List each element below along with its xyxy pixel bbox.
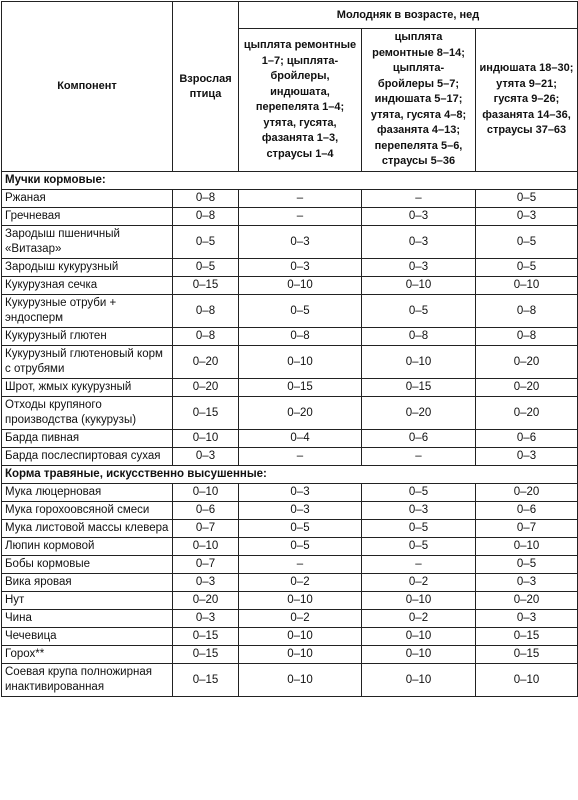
value-cell-adult: 0–20 [173,379,239,397]
table-row [2,346,578,379]
value-cell-adult: 0–15 [173,628,239,646]
value-cell-c2: 0–10 [362,646,476,664]
value-cell-c2: 0–15 [362,379,476,397]
component-name: Чечевица [2,628,173,646]
component-name: Гречневая [2,208,173,226]
value-cell-c2: 0–2 [362,574,476,592]
table-row [2,610,578,628]
value-cell-c2: 0–10 [362,664,476,697]
value-cell-adult: 0–8 [173,208,239,226]
table-row [2,520,578,538]
header-young-group: Молодняк в возрасте, нед [239,2,578,29]
component-name: Шрот, жмых кукурузный [2,379,173,397]
value-cell-adult: 0–10 [173,538,239,556]
table-row [2,190,578,208]
value-cell-c3: 0–7 [476,520,578,538]
component-name: Мука листовой массы клевера [2,520,173,538]
value-cell-adult: 0–6 [173,502,239,520]
value-cell-c1: 0–3 [239,259,362,277]
value-cell-c1: 0–3 [239,226,362,259]
table-row [2,664,578,697]
value-cell-c3: 0–3 [476,208,578,226]
value-cell-c3: 0–3 [476,610,578,628]
component-name: Кукурузный глютеновый корм с отрубями [2,346,173,379]
value-cell-c3: 0–3 [476,574,578,592]
component-name: Нут [2,592,173,610]
value-cell-c3: 0–8 [476,295,578,328]
value-cell-c3: 0–6 [476,502,578,520]
value-cell-c3: 0–20 [476,346,578,379]
value-cell-adult: 0–10 [173,430,239,448]
section-title: Мучки кормовые: [2,172,578,190]
value-cell-c3: 0–3 [476,448,578,466]
value-cell-c1: – [239,208,362,226]
value-cell-c2: 0–3 [362,502,476,520]
value-cell-c2: 0–3 [362,208,476,226]
table-row [2,277,578,295]
component-name: Кукурузные отруби + эндосперм [2,295,173,328]
table-row [2,646,578,664]
value-cell-c1: 0–10 [239,646,362,664]
value-cell-c1: 0–10 [239,628,362,646]
value-cell-c2: – [362,448,476,466]
component-name: Барда пивная [2,430,173,448]
value-cell-c2: 0–10 [362,277,476,295]
table-row [2,574,578,592]
value-cell-adult: 0–3 [173,610,239,628]
value-cell-c1: 0–10 [239,277,362,295]
value-cell-c2: 0–2 [362,610,476,628]
value-cell-c2: 0–5 [362,484,476,502]
value-cell-c3: 0–20 [476,592,578,610]
table-row [2,592,578,610]
value-cell-c3: 0–20 [476,484,578,502]
value-cell-adult: 0–8 [173,295,239,328]
value-cell-c3: 0–20 [476,379,578,397]
value-cell-c1: 0–3 [239,484,362,502]
value-cell-c3: 0–15 [476,628,578,646]
component-name: Соевая крупа полножирная инактивированная [2,664,173,697]
value-cell-c1: 0–15 [239,379,362,397]
section-row [2,172,578,190]
component-name: Мука люцерновая [2,484,173,502]
value-cell-c2: 0–10 [362,592,476,610]
value-cell-c1: 0–2 [239,610,362,628]
table-row [2,328,578,346]
value-cell-adult: 0–15 [173,646,239,664]
component-name: Зародыш пшеничный «Витазар» [2,226,173,259]
value-cell-c3: 0–6 [476,430,578,448]
value-cell-adult: 0–15 [173,397,239,430]
table-row [2,628,578,646]
value-cell-adult: 0–20 [173,592,239,610]
value-cell-c2: – [362,190,476,208]
value-cell-c2: – [362,556,476,574]
value-cell-c1: 0–3 [239,502,362,520]
value-cell-adult: 0–5 [173,226,239,259]
value-cell-c1: – [239,448,362,466]
value-cell-c3: 0–15 [476,646,578,664]
header-age-group-1: цыплята ремонтные 1–7; цыплята-бройлеры, индюшата, перепелята 1–4; утята, гусята, фазанята 1–3, страусы 1–4 [239,29,362,172]
component-name: Ржаная [2,190,173,208]
table-row [2,208,578,226]
component-name: Бобы кормовые [2,556,173,574]
value-cell-c1: 0–5 [239,520,362,538]
value-cell-adult: 0–20 [173,346,239,379]
component-name: Люпин кормовой [2,538,173,556]
value-cell-c1: – [239,190,362,208]
table-row [2,556,578,574]
value-cell-c1: 0–10 [239,592,362,610]
value-cell-c2: 0–5 [362,538,476,556]
table-row [2,448,578,466]
value-cell-c1: 0–8 [239,328,362,346]
value-cell-c2: 0–10 [362,628,476,646]
value-cell-c1: 0–10 [239,346,362,379]
component-name: Горох** [2,646,173,664]
value-cell-c1: 0–5 [239,295,362,328]
value-cell-c2: 0–8 [362,328,476,346]
value-cell-c1: 0–20 [239,397,362,430]
value-cell-adult: 0–3 [173,574,239,592]
table-row [2,397,578,430]
value-cell-c3: 0–5 [476,190,578,208]
value-cell-c3: 0–10 [476,538,578,556]
table-row [2,430,578,448]
value-cell-c2: 0–5 [362,520,476,538]
value-cell-c3: 0–10 [476,277,578,295]
component-name: Кукурузный глютен [2,328,173,346]
value-cell-c3: 0–10 [476,664,578,697]
value-cell-adult: 0–8 [173,190,239,208]
value-cell-c2: 0–20 [362,397,476,430]
value-cell-c1: 0–10 [239,664,362,697]
table-row [2,295,578,328]
value-cell-c2: 0–6 [362,430,476,448]
value-cell-c2: 0–5 [362,295,476,328]
value-cell-adult: 0–7 [173,556,239,574]
component-name: Зародыш кукурузный [2,259,173,277]
value-cell-adult: 0–8 [173,328,239,346]
header-age-group-2: цыплята ремонтные 8–14; цыплята-бройлеры 5–7; индюшата 5–17; утята, гусята 4–8; фазанята 4–13; перепелята 5–6, страусы 5–36 [362,29,476,172]
component-name: Чина [2,610,173,628]
value-cell-c3: 0–5 [476,226,578,259]
value-cell-adult: 0–15 [173,277,239,295]
table-row [2,484,578,502]
value-cell-adult: 0–15 [173,664,239,697]
value-cell-c3: 0–8 [476,328,578,346]
value-cell-c3: 0–5 [476,556,578,574]
component-name: Мука горохоовсяной смеси [2,502,173,520]
value-cell-c1: – [239,556,362,574]
component-name: Отходы крупяного производства (кукурузы) [2,397,173,430]
component-name: Вика яровая [2,574,173,592]
value-cell-c3: 0–5 [476,259,578,277]
value-cell-c1: 0–5 [239,538,362,556]
feed-table [1,1,578,697]
table-row [2,502,578,520]
value-cell-adult: 0–7 [173,520,239,538]
header-adult: Взрослая птица [173,2,239,172]
value-cell-adult: 0–5 [173,259,239,277]
value-cell-c3: 0–20 [476,397,578,430]
table-row [2,226,578,259]
table-row [2,379,578,397]
table-row [2,538,578,556]
header-component: Компонент [2,2,173,172]
value-cell-c2: 0–3 [362,226,476,259]
value-cell-adult: 0–3 [173,448,239,466]
value-cell-c2: 0–3 [362,259,476,277]
header-age-group-3: индюшата 18–30; утята 9–21; гусята 9–26; фазанята 14–36, страусы 37–63 [476,29,578,172]
component-name: Кукурузная сечка [2,277,173,295]
table-row [2,259,578,277]
value-cell-c1: 0–2 [239,574,362,592]
value-cell-c2: 0–10 [362,346,476,379]
value-cell-c1: 0–4 [239,430,362,448]
section-row [2,466,578,484]
component-name: Барда послеспиртовая сухая [2,448,173,466]
section-title: Корма травяные, искусственно высушенные: [2,466,578,484]
value-cell-adult: 0–10 [173,484,239,502]
